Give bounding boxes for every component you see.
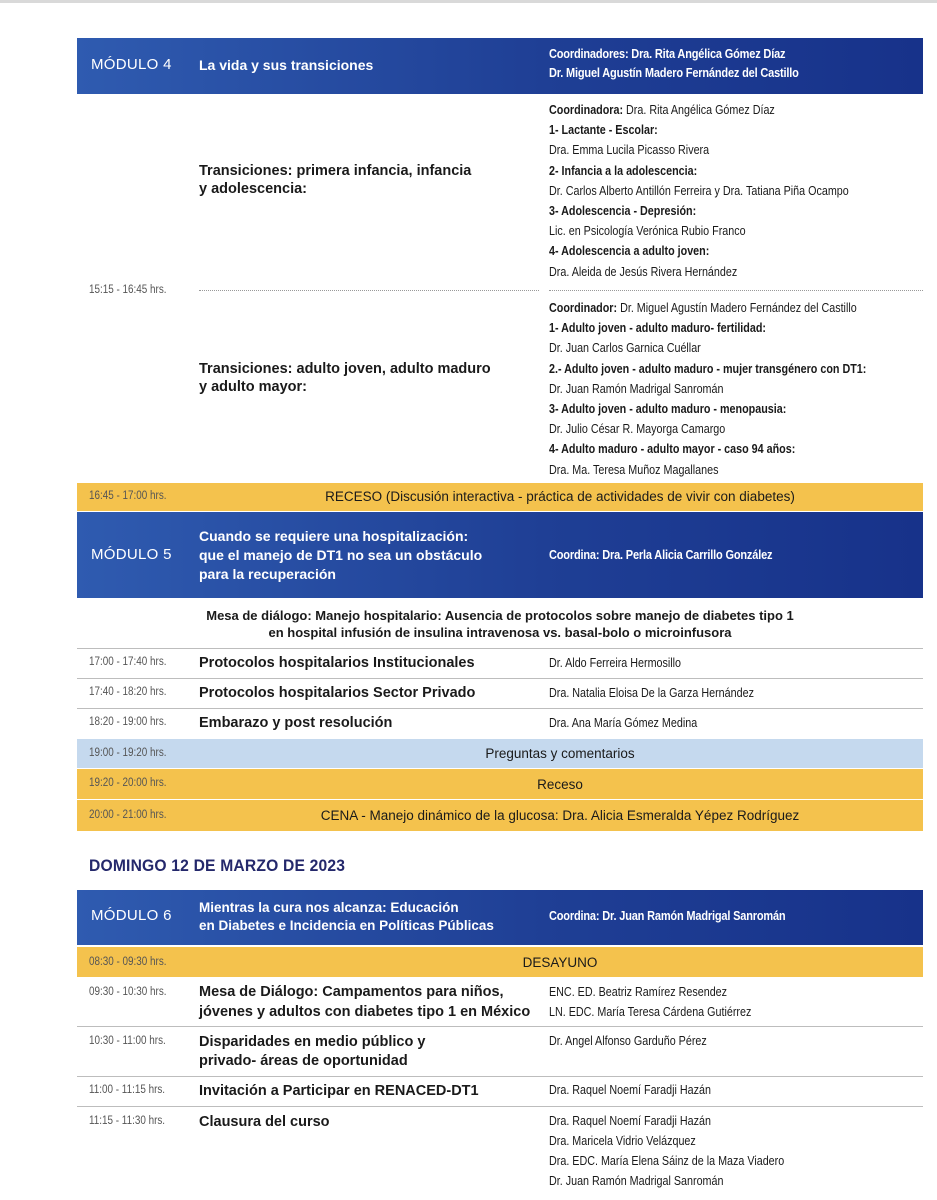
speaker-line: 1- Lactante - Escolar:	[549, 123, 658, 138]
row-topic: Invitación a Participar en RENACED-DT1	[199, 1083, 479, 1099]
row-time: 11:15 - 11:30 hrs.	[89, 1115, 166, 1127]
module-6-coord: Coordina: Dr. Juan Ramón Madrigal Sanromán	[549, 909, 786, 923]
session-divider	[549, 290, 923, 291]
module-5-title-line1: Cuando se requiere una hospitalización:	[199, 528, 469, 544]
top-divider	[0, 0, 937, 3]
module-4-title: La vida y sus transiciones	[199, 57, 374, 73]
speaker-list-2	[549, 298, 866, 480]
module-4-header	[77, 38, 923, 94]
speaker-line: Dr. Julio César R. Mayorga Camargo	[549, 422, 726, 437]
speaker-line: 2- Infancia a la adolescencia:	[549, 163, 698, 178]
row-speaker-2: LN. EDC. María Teresa Cárdena Gutiérrez	[549, 1005, 752, 1019]
speaker-line: Lic. en Psicología Verónica Rubio Franco	[549, 224, 746, 239]
module-4-coord-line1: Coordinadores: Dra. Rita Angélica Gómez Díaz	[549, 47, 786, 61]
row-speaker-3: Dra. EDC. María Elena Sáinz de la Maza Viadero	[549, 1154, 785, 1168]
module-6-title-line1: Mientras la cura nos alcanza: Educación	[199, 900, 459, 915]
questions-row	[77, 739, 923, 768]
module-4-label: MÓDULO 4	[91, 56, 172, 73]
row-topic: Protocolos hospitalarios Institucionales	[199, 655, 475, 671]
row-topic-line2: privado- áreas de oportunidad	[199, 1053, 408, 1069]
row-divider	[77, 1106, 923, 1107]
breakfast-row	[77, 947, 923, 977]
row-topic: Clausura del curso	[199, 1114, 330, 1130]
break-time: 19:20 - 20:00 hrs.	[89, 777, 167, 789]
row-divider	[77, 708, 923, 709]
row-time: 18:20 - 19:00 hrs.	[89, 716, 167, 728]
speaker-line: 3- Adulto joven - adulto maduro - menopausia:	[549, 402, 787, 417]
module-6-label: MÓDULO 6	[91, 907, 172, 924]
row-speaker-1: Dra. Raquel Noemí Faradji Hazán	[549, 1114, 711, 1128]
row-topic-line2: jóvenes y adultos con diabetes tipo 1 en México	[199, 1004, 531, 1020]
row-speaker-2: Dra. Maricela Vidrio Velázquez	[549, 1134, 696, 1148]
row-time: 10:30 - 11:00 hrs.	[89, 1035, 166, 1047]
break-row	[77, 769, 923, 799]
row-divider	[77, 678, 923, 679]
row-time: 17:00 - 17:40 hrs.	[89, 656, 167, 668]
row-time: 17:40 - 18:20 hrs.	[89, 686, 167, 698]
speaker-line: Dr. Carlos Alberto Antillón Ferreira y Dra. Tatiana Piña Ocampo	[549, 183, 849, 198]
row-speaker-4: Dr. Juan Ramón Madrigal Sanromán	[549, 1174, 724, 1188]
speaker-line: 1- Adulto joven - adulto maduro- fertilidad:	[549, 321, 766, 336]
questions-time: 19:00 - 19:20 hrs.	[89, 747, 167, 759]
module-6-header	[77, 890, 923, 945]
row-speaker: Dra. Ana María Gómez Medina	[549, 716, 698, 730]
row-time: 09:30 - 10:30 hrs.	[89, 986, 167, 998]
dinner-row	[77, 800, 923, 831]
speaker-line: 2.- Adulto joven - adulto maduro - mujer transgénero con DT1:	[549, 361, 867, 376]
row-speaker-1: Dr. Angel Alfonso Garduño Pérez	[549, 1034, 707, 1048]
breakfast-text: DESAYUNO	[522, 955, 598, 970]
topic-transiciones-1-line1: Transiciones: primera infancia, infancia	[199, 163, 472, 179]
row-topic-line1: Disparidades en medio público y	[199, 1034, 426, 1050]
row-topic: Protocolos hospitalarios Sector Privado	[199, 685, 476, 701]
dinner-time: 20:00 - 21:00 hrs.	[89, 809, 167, 821]
row-topic-line1: Mesa de Diálogo: Campamentos para niños,	[199, 984, 504, 1000]
speaker-line: 3- Adolescencia - Depresión:	[549, 204, 697, 219]
speaker-line: Dra. Aleida de Jesús Rivera Hernández	[549, 264, 738, 279]
session-divider	[199, 290, 539, 291]
topic-transiciones-2-line2: y adulto mayor:	[199, 379, 307, 395]
row-time: 11:00 - 11:15 hrs.	[89, 1084, 166, 1096]
topic-transiciones-1-line2: y adolescencia:	[199, 181, 307, 197]
mesa-dialogo-line2: en hospital infusión de insulina intravenosa vs. basal-bolo o microinfusora	[268, 625, 732, 640]
speaker-list-1	[549, 100, 849, 282]
breakfast-time: 08:30 - 09:30 hrs.	[89, 956, 167, 968]
speaker-line: Dr. Juan Ramón Madrigal Sanromán	[549, 381, 724, 396]
day-title: DOMINGO 12 DE MARZO DE 2023	[89, 856, 346, 875]
dinner-text: CENA - Manejo dinámico de la glucosa: Dra. Alicia Esmeralda Yépez Rodríguez	[320, 808, 800, 823]
row-speaker: Dr. Aldo Ferreira Hermosillo	[549, 656, 682, 670]
mesa-dialogo-line1: Mesa de diálogo: Manejo hospitalario: Ausencia de protocolos sobre manejo de diabetes tipo 1	[206, 608, 794, 623]
topic-transiciones-2-line1: Transiciones: adulto joven, adulto maduro	[199, 361, 491, 377]
row-divider	[77, 1076, 923, 1077]
module-4-coord-line2: Dr. Miguel Agustín Madero Fernández del Castillo	[549, 66, 799, 80]
break-text: Receso	[537, 777, 583, 792]
row-divider	[77, 1026, 923, 1027]
break-time: 16:45 - 17:00 hrs.	[89, 490, 167, 502]
speaker-line: Dra. Emma Lucila Picasso Rivera	[549, 143, 710, 158]
questions-text: Preguntas y comentarios	[485, 746, 635, 761]
break-text: RECESO (Discusión interactiva - práctica de actividades de vivir con diabetes)	[325, 489, 795, 504]
speaker-line: Dr. Juan Carlos Garnica Cuéllar	[549, 341, 701, 356]
row-speaker-1: ENC. ED. Beatriz Ramírez Resendez	[549, 985, 728, 999]
speaker-line: Coordinador: Dr. Miguel Agustín Madero Fernández del Castillo	[549, 301, 857, 315]
row-divider	[77, 648, 923, 649]
row-speaker: Dra. Natalia Eloisa De la Garza Hernández	[549, 686, 754, 700]
speaker-line: 4- Adolescencia a adulto joven:	[549, 244, 710, 259]
speaker-line: 4- Adulto maduro - adulto mayor - caso 94 años:	[549, 442, 796, 457]
module-5-title-line2: que el manejo de DT1 no sea un obstáculo	[199, 547, 483, 563]
break-row	[77, 483, 923, 511]
speaker-line: Dra. Ma. Teresa Muñoz Magallanes	[549, 462, 719, 477]
session-time: 15:15 - 16:45 hrs.	[89, 284, 167, 296]
row-topic: Embarazo y post resolución	[199, 715, 393, 731]
module-5-label: MÓDULO 5	[91, 546, 172, 563]
module-5-coord: Coordina: Dra. Perla Alicia Carrillo González	[549, 548, 773, 562]
module-5-title-line3: para la recuperación	[199, 566, 336, 582]
row-speaker-1: Dra. Raquel Noemí Faradji Hazán	[549, 1083, 711, 1097]
module-6-title-line2: en Diabetes e Incidencia en Políticas Públicas	[199, 918, 494, 933]
speaker-line: Coordinadora: Dra. Rita Angélica Gómez Díaz	[549, 103, 775, 117]
module-5-header	[77, 512, 923, 598]
